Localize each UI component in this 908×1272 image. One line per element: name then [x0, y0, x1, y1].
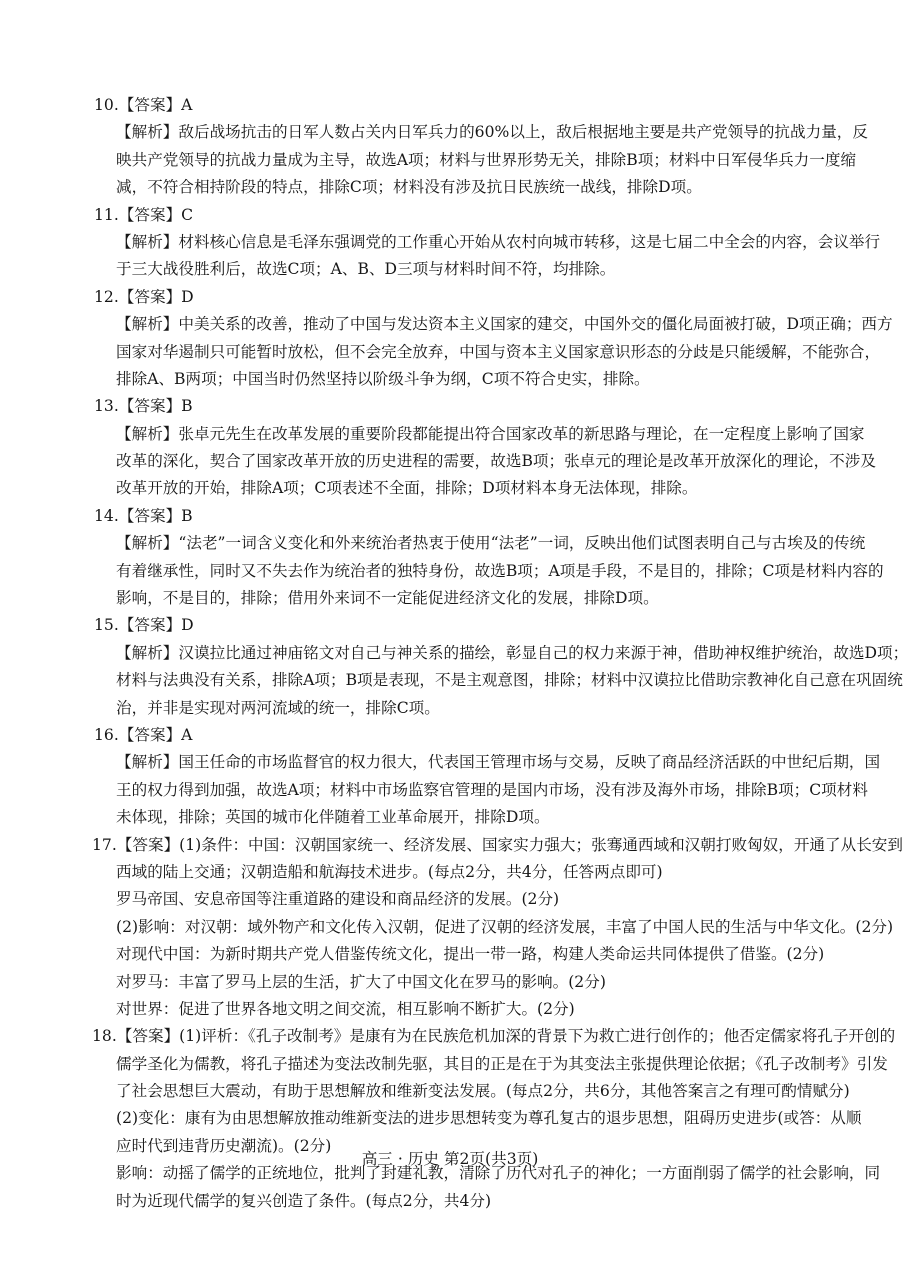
text-line: 17.【答案】(1)条件：中国：汉朝国家统一、经济发展、国家实力强大；张骞通西域和汉朝打败匈奴，开通了从长安到: [92, 835, 903, 854]
text-line: 有着继承性，同时又不失去作为统治者的独特身份，故选B项；A项是手段，不是目的，排除；C项是材料内容的: [116, 561, 884, 580]
text-line: 14.【答案】B: [94, 506, 193, 525]
text-line: 对世界：促进了世界各地文明之间交流，相互影响不断扩大。(2分): [116, 999, 575, 1018]
text-line: 【解析】敌后战场抗击的日军人数占关内日军兵力的60%以上，敌后根据地主要是共产党领导的抗战力量，反: [116, 123, 868, 142]
text-line: 【解析】汉谟拉比通过神庙铭文对自己与神关系的描绘，彰显自己的权力来源于神，借助神权维护统治，故选D项；: [116, 643, 908, 662]
text-line: 未体现，排除；英国的城市化伴随着工业革命展开，排除D项。: [116, 808, 550, 827]
text-line: 映共产党领导的抗战力量成为主导，故选A项；材料与世界形势无关，排除B项；材料中日军侵华兵力一度缩: [116, 150, 857, 169]
text-line: 排除A、B两项；中国当时仍然坚持以阶级斗争为纲，C项不符合史实，排除。: [116, 369, 650, 388]
text-line: 影响，不是目的，排除；借用外来词不一定能促进经济文化的发展，排除D项。: [116, 589, 659, 608]
text-line: 13.【答案】B: [94, 397, 193, 416]
text-line: 减，不符合相持阶段的特点，排除C项；材料没有涉及抗日民族统一战线，排除D项。: [116, 178, 702, 197]
text-line: 儒学圣化为儒教，将孔子描述为变法改制先驱，其目的正是在于为其变法主张提供理论依据；《孔子改制考》引发: [116, 1054, 888, 1073]
text-line: 罗马帝国、安息帝国等注重道路的建设和商品经济的发展。(2分): [116, 890, 560, 909]
text-line: 对罗马：丰富了罗马上层的生活，扩大了中国文化在罗马的影响。(2分): [116, 972, 606, 991]
text-line: 了社会思想巨大震动，有助于思想解放和维新变法发展。(每点2分，共6分，其他答案言之有理可酌情赋分): [116, 1082, 850, 1101]
text-line: 影响：动摇了儒学的正统地位，批判了封建礼教，清除了历代对孔子的神化；一方面削弱了儒学的社会影响，同: [116, 1164, 881, 1183]
text-line: 于三大战役胜利后，故选C项；A、B、D三项与材料时间不符，均排除。: [116, 260, 616, 279]
text-line: 【解析】国王任命的市场监督官的权力很大，代表国王管理市场与交易，反映了商品经济活跃的中世纪后期，国: [116, 753, 881, 772]
text-line: 15.【答案】D: [94, 616, 194, 635]
answer-body: [92, 92, 908, 1215]
text-line: 王的权力得到加强，故选A项；材料中市场监察官管理的是国内市场，没有涉及海外市场，排除B项；C项材料: [116, 780, 868, 799]
text-line: 10.【答案】A: [94, 96, 193, 114]
text-line: 18.【答案】(1)评析：《孔子改制考》是康有为在民族危机加深的背景下为救亡进行创作的；他否定儒家将孔子开创的: [92, 1027, 896, 1046]
text-line: 【解析】材料核心信息是毛泽东强调党的工作重心开始从农村向城市转移，这是七届二中全会的内容，会议举行: [116, 232, 881, 251]
text-line: 改革的深化，契合了国家改革开放的历史进程的需要，故选B项；张卓元的理论是改革开放深化的理论，不涉及: [116, 452, 876, 471]
text-line: 时为近现代儒学的复兴创造了条件。(每点2分，共4分): [116, 1191, 492, 1210]
text-line: 对现代中国：为新时期共产党人借鉴传统文化，提出一带一路，构建人类命运共同体提供了借鉴。(2分): [116, 945, 825, 964]
page-footer: 高三 · 历史 第2页(共3页): [361, 1150, 539, 1168]
text-line: 西域的陆上交通；汉朝造船和航海技术进步。(每点2分，共4分，任答两点即可): [116, 862, 663, 881]
text-line: (2)影响：对汉朝：域外物产和文化传入汉朝，促进了汉朝的经济发展，丰富了中国人民的生活与中华文化。(2分): [116, 917, 894, 936]
text-line: 12.【答案】D: [94, 287, 194, 306]
text-line: 应时代到违背历史潮流)。(2分): [116, 1136, 332, 1155]
text-line: 国家对华遏制只可能暂时放松，但不会完全放弃，中国与资本主义国家意识形态的分歧是只能缓解，不能弥合，: [116, 342, 881, 361]
text-line: 【解析】张卓元先生在改革发展的重要阶段都能提出符合国家改革的新思路与理论，在一定程度上影响了国家: [116, 424, 865, 443]
text-line: 11.【答案】C: [94, 205, 194, 224]
text-line: 材料与法典没有关系，排除A项；B项是表现，不是主观意图，排除；材料中汉谟拉比借助宗教神化自己意在巩固统: [116, 671, 903, 690]
text-line: (2)变化：康有为由思想解放推动维新变法的进步思想转变为尊孔复古的退步思想，阻碍历史进步(或答：从顺: [116, 1109, 862, 1128]
text-line: 【解析】中美关系的改善，推动了中国与发达资本主义国家的建交，中国外交的僵化局面被打破，D项正确；西方: [116, 315, 893, 334]
text-line: 改革开放的开始，排除A项；C项表述不全面，排除；D项材料本身无法体现，排除。: [116, 479, 698, 498]
text-line: 16.【答案】A: [94, 725, 193, 744]
text-line: 治，并非是实现对两河流域的统一，排除C项。: [116, 698, 440, 717]
text-line: 【解析】“法老”一词含义变化和外来统治者热衷于使用“法老”一词，反映出他们试图表明自己与古埃及的传统: [116, 534, 866, 553]
